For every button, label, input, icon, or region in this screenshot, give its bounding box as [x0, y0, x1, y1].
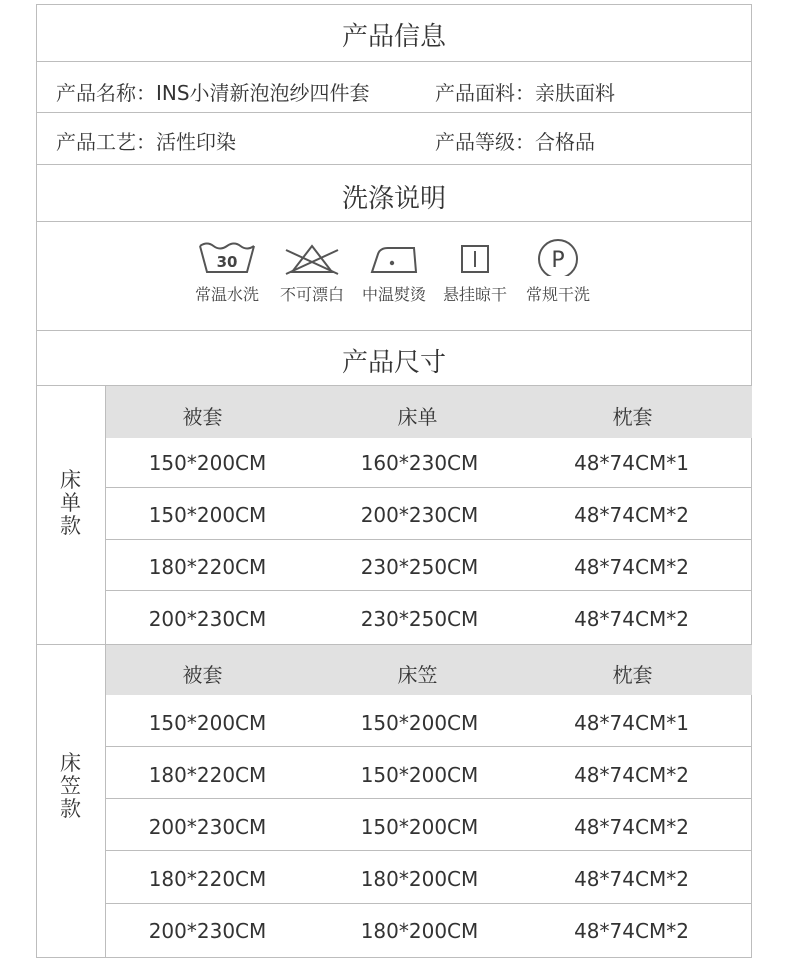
fitted-row-2-duvet: 180*220CM [148, 763, 267, 787]
sheet-row-4-sheet: 230*250CM [360, 607, 479, 631]
hang-dry-icon [445, 236, 505, 276]
sheet-row-2-duvet: 150*200CM [148, 503, 267, 527]
fitted-row-4-fitted-sheet: 180*200CM [360, 867, 479, 891]
divider [36, 61, 752, 62]
sheet-row-1-duvet: 150*200CM [148, 451, 267, 475]
product-name: 产品名称：INS小清新泡泡纱四件套 [56, 81, 370, 105]
product-grade: 产品等级：合格品 [435, 130, 595, 154]
row-divider [105, 798, 752, 799]
care-item-iron [349, 236, 439, 305]
fitted-row-4-pillowcase: 48*74CM*2 [574, 867, 689, 891]
sheet-row-1-pillowcase: 48*74CM*1 [574, 451, 689, 475]
no-bleach-icon [282, 236, 342, 276]
fitted-row-5-pillowcase: 48*74CM*2 [574, 919, 689, 943]
fitted-set-label: 床 笠 款 [60, 751, 81, 821]
divider [36, 164, 752, 165]
sheet-header-duvet: 被套 [182, 405, 223, 429]
fitted-row-3-pillowcase: 48*74CM*2 [574, 815, 689, 839]
dry-clean-p-icon [528, 236, 588, 276]
fitted-row-4-duvet: 180*220CM [148, 867, 267, 891]
info-section-title: 产品信息 [341, 22, 446, 52]
fitted-header-fitted-sheet: 床笠 [397, 663, 438, 687]
product-craft: 产品工艺：活性印染 [56, 130, 236, 154]
row-divider [105, 903, 752, 904]
row-divider [105, 590, 752, 591]
fitted-row-5-duvet: 200*230CM [148, 919, 267, 943]
sheet-row-3-duvet: 180*220CM [148, 555, 267, 579]
divider [36, 330, 752, 331]
sheet-row-3-sheet: 230*250CM [360, 555, 479, 579]
fitted-row-1-fitted-sheet: 150*200CM [360, 711, 479, 735]
care-item-wash [182, 236, 272, 305]
row-divider [105, 487, 752, 488]
care-section-title: 洗涤说明 [341, 184, 446, 214]
sheet-row-2-pillowcase: 48*74CM*2 [574, 503, 689, 527]
side-column-divider [105, 385, 106, 958]
sheet-header-sheet: 床单 [397, 405, 438, 429]
row-divider [105, 746, 752, 747]
care-item-no-bleach [267, 236, 357, 305]
sheet-row-3-pillowcase: 48*74CM*2 [574, 555, 689, 579]
care-item-dry-clean [513, 236, 603, 305]
row-divider [105, 539, 752, 540]
care-label-hang-dry: 悬挂晾干 [442, 285, 507, 304]
fitted-row-2-fitted-sheet: 150*200CM [360, 763, 479, 787]
fitted-row-5-fitted-sheet: 180*200CM [360, 919, 479, 943]
care-label-no-bleach: 不可漂白 [279, 285, 344, 304]
size-section-title: 产品尺寸 [341, 348, 446, 378]
fitted-header-pillowcase: 枕套 [612, 663, 653, 687]
care-item-hang-dry [430, 236, 520, 305]
sheet-row-4-pillowcase: 48*74CM*2 [574, 607, 689, 631]
divider [36, 112, 752, 113]
fitted-header-duvet: 被套 [182, 663, 223, 687]
divider [36, 221, 752, 222]
product-fabric: 产品面料：亲肤面料 [435, 81, 615, 105]
row-divider [105, 850, 752, 851]
sheet-header-pillowcase: 枕套 [612, 405, 653, 429]
wash-30-icon [197, 236, 257, 276]
fitted-row-2-pillowcase: 48*74CM*2 [574, 763, 689, 787]
fitted-row-3-duvet: 200*230CM [148, 815, 267, 839]
sheet-row-1-sheet: 160*230CM [360, 451, 479, 475]
fitted-row-1-pillowcase: 48*74CM*1 [574, 711, 689, 735]
care-label-dry-clean: 常规干洗 [525, 285, 590, 304]
care-label-wash: 常温水洗 [194, 285, 259, 304]
dry-clean-letter: P [551, 248, 565, 273]
sheet-row-4-duvet: 200*230CM [148, 607, 267, 631]
sheet-set-label: 床 单 款 [60, 468, 81, 538]
wash-temperature: 30 [216, 253, 238, 271]
sheet-row-2-sheet: 200*230CM [360, 503, 479, 527]
fitted-row-1-duvet: 150*200CM [148, 711, 267, 735]
care-label-iron: 中温熨烫 [361, 285, 426, 304]
fitted-row-3-fitted-sheet: 150*200CM [360, 815, 479, 839]
iron-medium-icon [364, 236, 424, 276]
